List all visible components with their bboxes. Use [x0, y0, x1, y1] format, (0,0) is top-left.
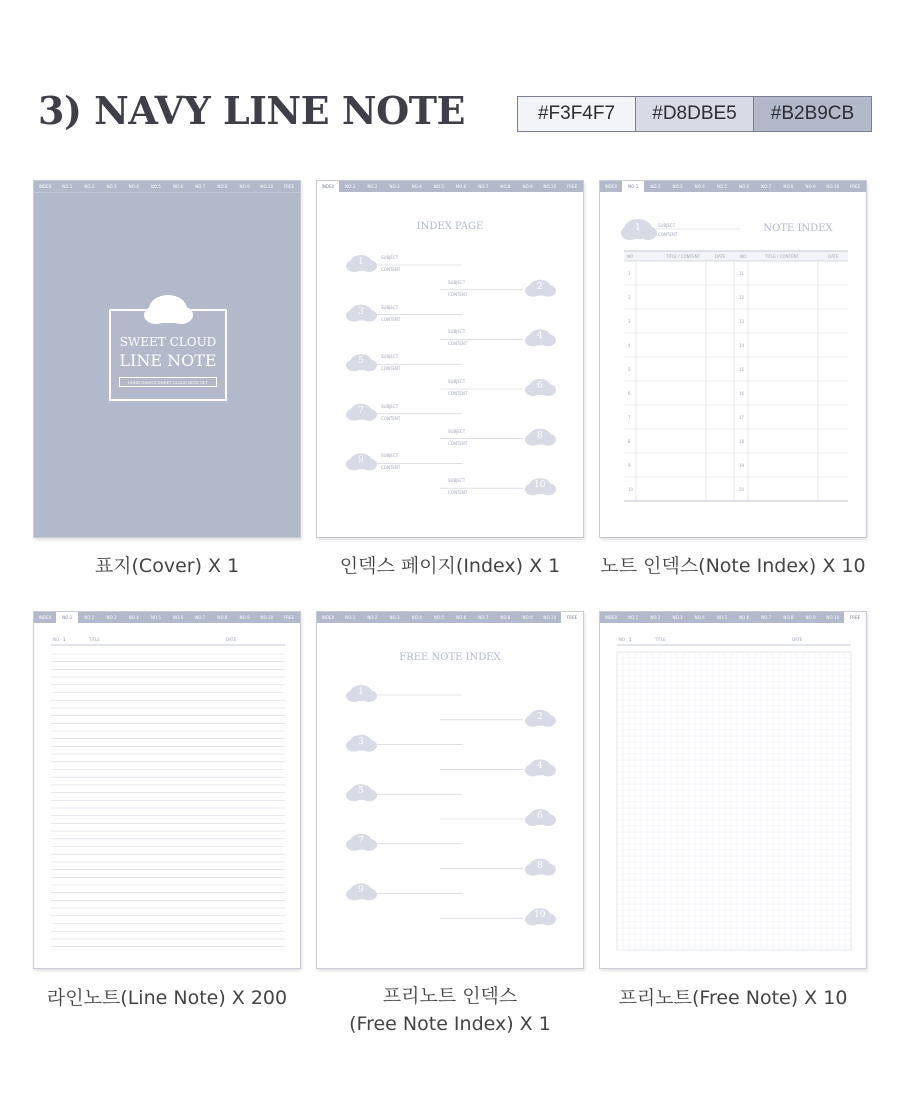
tab-no9[interactable]: NO.9 — [239, 615, 250, 620]
note-index-thumbnail[interactable] — [599, 180, 867, 538]
free-note-thumbnail[interactable] — [599, 611, 867, 969]
tab-no1[interactable]: NO.1 — [56, 612, 78, 623]
content-label: CONTENT — [448, 391, 468, 396]
ruled-lines — [34, 612, 301, 969]
content-label: CONTENT — [448, 490, 468, 496]
cloud-number-9: 9 — [358, 885, 364, 896]
tab-no3[interactable]: NO.3 — [389, 184, 400, 189]
tab-no1[interactable]: NO.1 — [62, 184, 73, 189]
free-note-date-label: DATE — [792, 637, 803, 642]
row-number-left: 5 — [628, 367, 631, 372]
caption-line-note: 라인노트(Line Note) X 200 — [46, 987, 288, 1009]
row-number-left: 4 — [628, 343, 631, 348]
tab-no5[interactable]: NO.5 — [433, 184, 445, 189]
tab-no5[interactable]: NO.5 — [716, 184, 728, 189]
cloud-number-3: 3 — [358, 736, 364, 747]
row-number-left: 9 — [628, 463, 631, 468]
subject-label: SUBJECT — [448, 478, 466, 484]
row-number-right: 16 — [739, 391, 745, 396]
row-number-right: 17 — [739, 415, 745, 420]
subject-label: SUBJECT — [381, 255, 399, 260]
row-number-left: 10 — [628, 487, 634, 492]
tab-no7[interactable]: NO.7 — [195, 184, 206, 189]
color-swatches — [517, 96, 872, 132]
tab-free[interactable]: FREE — [561, 612, 583, 623]
caption-free-index-line1: 프리노트 인덱스 — [382, 985, 518, 1007]
tab-no2[interactable]: NO.2 — [650, 615, 661, 620]
tab-no4[interactable]: NO.4 — [411, 184, 422, 189]
note-index-content-label: CONTENT — [658, 232, 678, 237]
caption-cover: 표지(Cover) X 1 — [94, 555, 240, 577]
tab-no9[interactable]: NO.9 — [805, 615, 816, 620]
tab-no8[interactable]: NO.8 — [217, 615, 228, 620]
tab-index[interactable]: INDEX — [604, 615, 618, 620]
row-number-right: 18 — [739, 439, 745, 444]
tab-index[interactable]: INDEX — [38, 615, 52, 620]
note-index-col-no: NO — [627, 254, 634, 259]
tab-no3[interactable]: NO.3 — [389, 615, 400, 620]
tab-no10[interactable]: NO.10 — [260, 184, 274, 189]
tab-index[interactable]: INDEX — [317, 181, 339, 192]
row-number-left: 3 — [628, 319, 631, 324]
cloud-number-5: 5 — [358, 356, 364, 367]
free-note-title-label: TITLE — [655, 637, 666, 642]
swatch-pale: #F3F4F7 — [518, 97, 635, 131]
subject-label: SUBJECT — [381, 403, 399, 409]
cover-page-thumbnail[interactable] — [33, 180, 301, 538]
row-number-right: 11 — [739, 271, 745, 276]
page-title: 3) NAVY LINE NOTE — [38, 88, 465, 133]
note-index-col-title-2: TITLE / CONTENT — [765, 254, 800, 259]
tab-index[interactable]: INDEX — [321, 615, 335, 620]
note-index-col-date-2: DATE — [828, 254, 839, 259]
tab-free[interactable]: FREE — [566, 184, 578, 189]
cover-title-line1: SWEET CLOUD — [119, 335, 217, 349]
tab-no5[interactable]: NO.5 — [150, 184, 162, 189]
tab-no7[interactable]: NO.7 — [761, 615, 772, 620]
cloud-number-6: 6 — [537, 381, 543, 391]
note-index-table — [600, 181, 867, 538]
caption-index: 인덱스 페이지(Index) X 1 — [339, 555, 561, 577]
tab-no4[interactable]: NO.4 — [694, 615, 705, 620]
tab-no9[interactable]: NO.9 — [239, 184, 250, 189]
tab-no3[interactable]: NO.3 — [106, 184, 117, 189]
cloud-number-4: 4 — [537, 331, 543, 342]
tab-no5[interactable]: NO.5 — [433, 615, 445, 620]
content-label: CONTENT — [381, 415, 401, 421]
cover-title-line2: LINE NOTE — [119, 351, 217, 370]
tab-no9[interactable]: NO.9 — [522, 184, 533, 189]
tab-no8[interactable]: NO.8 — [783, 615, 794, 620]
tab-no1[interactable]: NO.1 — [345, 184, 356, 189]
tab-no1[interactable]: NO.1 — [622, 181, 644, 192]
cloud-number-2: 2 — [537, 711, 543, 722]
row-number-right: 19 — [739, 463, 745, 468]
cloud-number-8: 8 — [537, 860, 543, 871]
tab-no8[interactable]: NO.8 — [500, 615, 511, 620]
tab-no4[interactable]: NO.4 — [411, 615, 422, 620]
note-index-col-no-2: NO — [740, 254, 747, 259]
content-label: CONTENT — [381, 267, 401, 272]
tab-no1[interactable]: NO.1 — [345, 615, 356, 620]
subject-label: SUBJECT — [448, 279, 466, 285]
tab-no4[interactable]: NO.4 — [128, 615, 139, 620]
cloud-number-8: 8 — [537, 430, 543, 441]
note-index-col-title: TITLE / CONTENT — [666, 254, 701, 259]
cloud-number-7: 7 — [358, 405, 364, 416]
cover-subtitle: DONG GANG'S SWEET CLOUD NOTE SET — [119, 377, 217, 387]
note-index-heading: NOTE INDEX — [763, 223, 833, 234]
swatch-light: #D8DBE5 — [635, 97, 753, 131]
content-label: CONTENT — [381, 465, 401, 471]
caption-note-index: 노트 인덱스(Note Index) X 10 — [600, 555, 866, 577]
tab-no6[interactable]: NO.6 — [173, 184, 184, 189]
tab-no7[interactable]: NO.7 — [478, 184, 489, 189]
tab-no2[interactable]: NO.2 — [650, 184, 661, 189]
tab-no2[interactable]: NO.2 — [367, 184, 378, 189]
tab-no8[interactable]: NO.8 — [783, 184, 794, 189]
free-note-index-thumbnail[interactable] — [316, 611, 584, 969]
tab-no7[interactable]: NO.7 — [761, 184, 772, 189]
tab-no3[interactable]: NO.3 — [672, 184, 683, 189]
tab-no8[interactable]: NO.8 — [500, 184, 511, 189]
tab-no8[interactable]: NO.8 — [217, 184, 228, 189]
subject-label: SUBJECT — [381, 453, 399, 459]
line-note-date-label: DATE — [226, 637, 237, 642]
tab-no6[interactable]: NO.6 — [456, 615, 467, 620]
subject-label: SUBJECT — [448, 428, 466, 434]
tab-no4[interactable]: NO.4 — [694, 184, 705, 189]
tab-index[interactable]: INDEX — [604, 184, 618, 189]
tab-no6[interactable]: NO.6 — [739, 615, 750, 620]
tab-no10[interactable]: NO.10 — [543, 184, 557, 189]
grid-lines — [600, 612, 867, 969]
row-number-right: 13 — [739, 319, 745, 324]
free-note-no-value: 1 — [629, 637, 632, 642]
tab-no5[interactable]: NO.5 — [716, 615, 728, 620]
line-note-no-value: 1 — [63, 637, 66, 642]
tab-no9[interactable]: NO.9 — [805, 184, 816, 189]
cloud-number-1: 1 — [358, 687, 364, 697]
caption-free-index-line2: (Free Note Index) X 1 — [349, 1013, 551, 1035]
row-number-left: 1 — [628, 271, 631, 276]
content-label: CONTENT — [381, 316, 401, 322]
tab-no7[interactable]: NO.7 — [478, 615, 489, 620]
tab-no10[interactable]: NO.10 — [260, 615, 274, 620]
cloud-number-4: 4 — [537, 761, 543, 772]
cloud-number-7: 7 — [358, 835, 364, 846]
tab-no2[interactable]: NO.2 — [84, 184, 95, 189]
tab-no9[interactable]: NO.9 — [522, 615, 533, 620]
tab-no5[interactable]: NO.5 — [150, 615, 162, 620]
content-label: CONTENT — [448, 291, 468, 297]
tab-no10[interactable]: NO.10 — [826, 184, 840, 189]
cloud-number-6: 6 — [537, 811, 543, 821]
content-label: CONTENT — [381, 366, 401, 372]
row-number-left: 2 — [628, 295, 631, 300]
tab-no6[interactable]: NO.6 — [173, 615, 184, 620]
swatch-navy: #B2B9CB — [753, 97, 871, 131]
note-index-col-date: DATE — [715, 254, 726, 259]
row-number-left: 6 — [628, 391, 631, 396]
tab-no6[interactable]: NO.6 — [456, 184, 467, 189]
line-note-thumbnail[interactable] — [33, 611, 301, 969]
cloud-number-2: 2 — [537, 281, 543, 292]
row-number-left: 7 — [628, 415, 631, 420]
tab-no7[interactable]: NO.7 — [195, 615, 206, 620]
index-page-thumbnail[interactable] — [316, 180, 584, 538]
tab-no6[interactable]: NO.6 — [739, 184, 750, 189]
note-index-subject-label: SUBJECT — [658, 223, 676, 228]
row-number-right: 20 — [739, 487, 745, 492]
note-index-badge: 1 — [635, 223, 641, 233]
tab-free[interactable]: FREE — [283, 184, 295, 189]
row-number-right: 15 — [739, 367, 745, 372]
line-note-title-label: TITLE — [89, 637, 100, 642]
cloud-number-1: 1 — [358, 257, 364, 267]
tab-no3[interactable]: NO.3 — [672, 615, 683, 620]
subject-label: SUBJECT — [448, 329, 466, 335]
tab-no2[interactable]: NO.2 — [367, 615, 378, 620]
subject-label: SUBJECT — [448, 379, 466, 384]
subject-label: SUBJECT — [381, 304, 399, 310]
tab-no10[interactable]: NO.10 — [543, 615, 557, 620]
content-label: CONTENT — [448, 341, 468, 347]
row-number-right: 14 — [739, 343, 745, 348]
tab-free[interactable]: FREE — [849, 184, 861, 189]
cloud-number-9: 9 — [358, 455, 364, 466]
cloud-number-5: 5 — [358, 786, 364, 797]
line-note-no-label: NO. — [53, 637, 61, 642]
cover-title-box — [109, 309, 227, 401]
index-page-heading: INDEX PAGE — [416, 221, 484, 232]
tab-index[interactable]: INDEX — [38, 184, 52, 189]
row-number-left: 8 — [628, 439, 631, 444]
tab-no1[interactable]: NO.1 — [628, 615, 639, 620]
tab-no3[interactable]: NO.3 — [106, 615, 117, 620]
tab-no2[interactable]: NO.2 — [84, 615, 95, 620]
tab-free[interactable]: FREE — [844, 612, 866, 623]
cloud-number-3: 3 — [358, 306, 364, 317]
cloud-number-10: 10 — [534, 480, 546, 491]
subject-label: SUBJECT — [381, 354, 399, 360]
cloud-number-10: 10 — [534, 910, 546, 921]
row-number-right: 12 — [739, 295, 745, 300]
free-index-heading: FREE NOTE INDEX — [399, 652, 501, 663]
caption-free-note: 프리노트(Free Note) X 10 — [618, 987, 848, 1009]
content-label: CONTENT — [448, 440, 468, 446]
tab-no10[interactable]: NO.10 — [826, 615, 840, 620]
free-note-no-label: NO. — [619, 637, 627, 642]
tab-free[interactable]: FREE — [283, 615, 295, 620]
tab-no4[interactable]: NO.4 — [128, 184, 139, 189]
